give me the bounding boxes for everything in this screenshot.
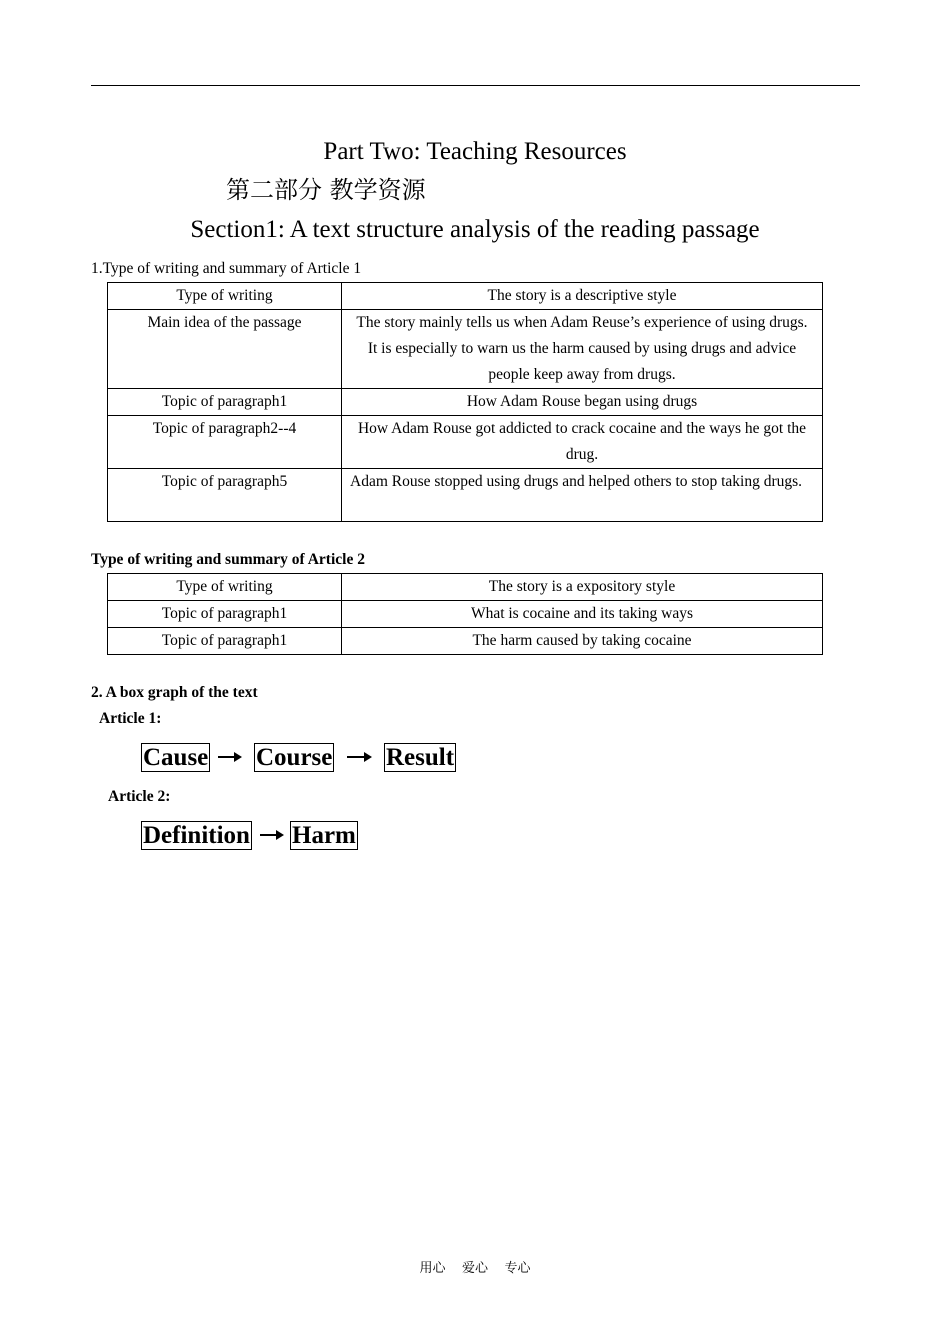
arrow-right-icon <box>218 756 240 758</box>
table-row <box>108 416 823 469</box>
header-rule <box>91 85 860 86</box>
article2-heading: Type of writing and summary of Article 2 <box>91 551 365 568</box>
table-cell-value: How Adam Rouse began using drugs <box>342 389 823 416</box>
table-cell-label: Topic of paragraph1 <box>108 628 342 655</box>
table-cell-value: The story mainly tells us when Adam Reuse’s experience of using drugs. It is especially to warn us the harm caused by using drugs and advice people keep away from drugs. <box>342 310 823 389</box>
table-cell-value: The story is a expository style <box>342 574 823 601</box>
arrow-right-icon <box>260 834 282 836</box>
part-title-chinese: 第二部分 教学资源 <box>226 176 426 204</box>
table-cell-value: What is cocaine and its taking ways <box>342 601 823 628</box>
table-cell-label: Topic of paragraph2--4 <box>108 416 342 469</box>
box-graph-heading: 2. A box graph of the text <box>91 684 258 701</box>
table-cell-value: How Adam Rouse got addicted to crack cocaine and the ways he got the drug. <box>342 416 823 469</box>
part-title: Part Two: Teaching Resources <box>323 138 627 165</box>
table-row <box>108 469 823 522</box>
table-row <box>108 601 823 628</box>
table-row <box>108 283 823 310</box>
table-cell-value: Adam Rouse stopped using drugs and helped others to stop taking drugs. <box>342 469 823 522</box>
article1-heading: 1.Type of writing and summary of Article 1 <box>91 260 362 277</box>
table-cell-label: Topic of paragraph1 <box>108 389 342 416</box>
table-row <box>108 628 823 655</box>
section-title: Section1: A text structure analysis of the reading passage <box>190 216 760 243</box>
table-row <box>108 574 823 601</box>
arrow-right-icon <box>347 756 370 758</box>
table-cell-label: Main idea of the passage <box>108 310 342 389</box>
box-result: Result <box>386 744 455 771</box>
table-cell-label: Topic of paragraph5 <box>108 469 342 522</box>
article2-label: Article 2: <box>108 788 171 805</box>
article1-table <box>107 282 823 522</box>
table-cell-value: The harm caused by taking cocaine <box>342 628 823 655</box>
table-row <box>108 389 823 416</box>
box-course: Course <box>256 744 333 771</box>
box-definition: Definition <box>143 822 250 849</box>
table-cell-label: Type of writing <box>108 574 342 601</box>
article2-table <box>107 573 823 655</box>
table-cell-value: The story is a descriptive style <box>342 283 823 310</box>
table-cell-label: Type of writing <box>108 283 342 310</box>
table-row <box>108 310 823 389</box>
table-cell-label: Topic of paragraph1 <box>108 601 342 628</box>
box-harm: Harm <box>292 822 356 849</box>
article1-label: Article 1: <box>99 710 162 727</box>
box-cause: Cause <box>143 744 209 771</box>
page-footer: 用心 爱心 专心 <box>419 1261 531 1276</box>
